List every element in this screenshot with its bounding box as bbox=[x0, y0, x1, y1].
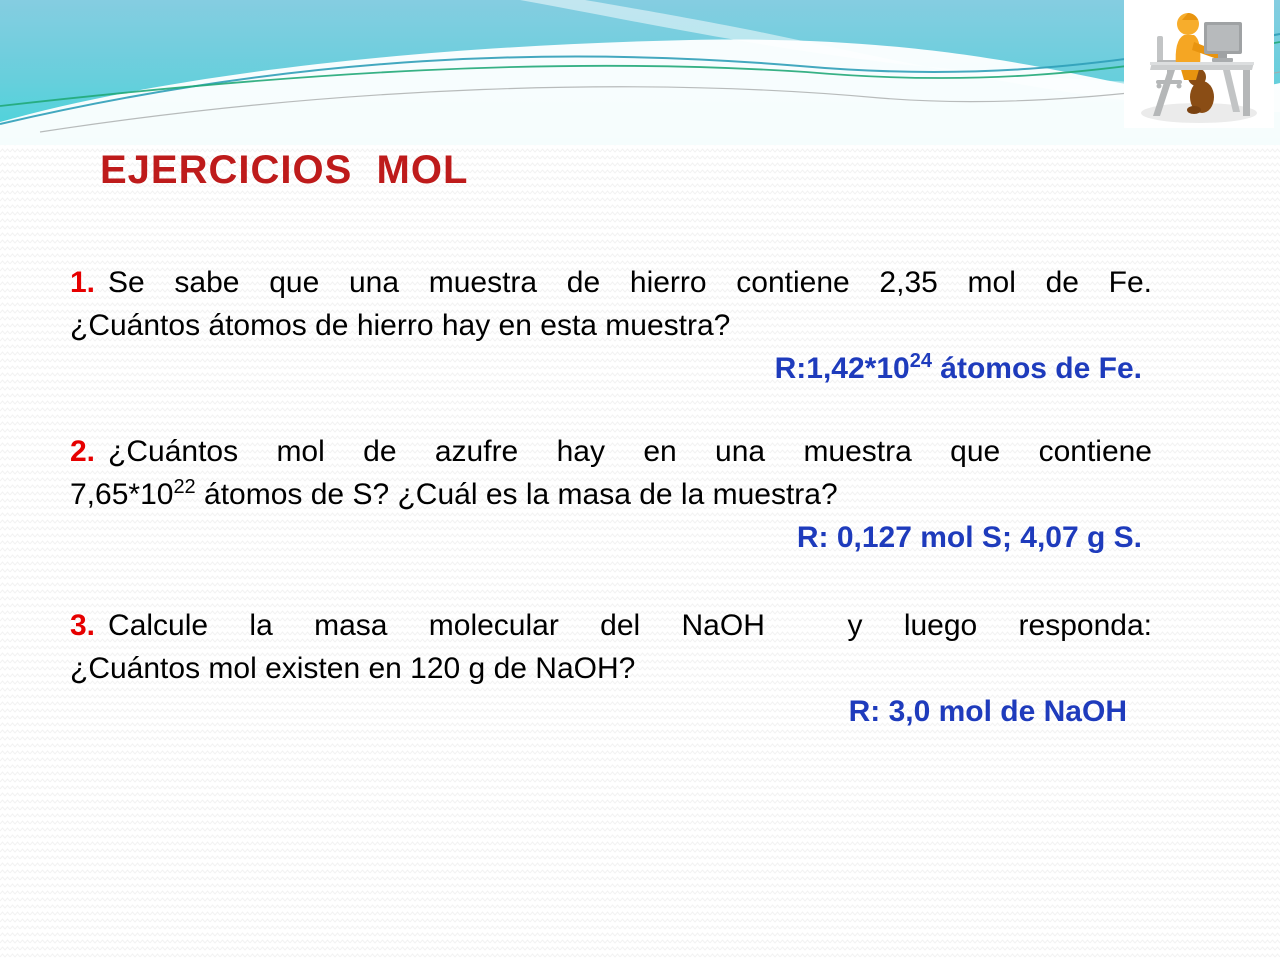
exercise-1-line-2: ¿Cuántos átomos de hierro hay en esta muestra? bbox=[70, 309, 731, 342]
exercise-1-number: 1. bbox=[70, 266, 96, 299]
header-wave-banner bbox=[0, 0, 1280, 145]
exercise-3 bbox=[70, 604, 1152, 733]
exercise-2 bbox=[70, 430, 1152, 559]
exercise-2-number: 2. bbox=[70, 435, 96, 468]
exercise-2-question-part-1: ¿Cuántos mol de azufre hay en una muestra que contiene bbox=[108, 435, 1152, 468]
slide-content bbox=[70, 130, 1152, 733]
exercise-3-answer: R: 3,0 mol de NaOH bbox=[848, 695, 1127, 728]
exercise-1-answer-unit: átomos de Fe. bbox=[931, 352, 1142, 385]
exercise-1-answer bbox=[70, 347, 1152, 390]
exercise-3-line-2: ¿Cuántos mol existen en 120 g de NaOH? bbox=[70, 652, 636, 685]
exercise-3-number: 3. bbox=[70, 609, 96, 642]
exercise-2-question-exponent: 22 bbox=[173, 476, 196, 498]
exercise-2-line-2 bbox=[70, 473, 1152, 516]
exercise-2-question-part-2: átomos de S? ¿Cuál es la masa de la muestra? bbox=[195, 478, 838, 511]
clipart-person-at-desk bbox=[1124, 0, 1274, 128]
exercise-3-question-part-1: Calcule la masa molecular del NaOH y luego responda: bbox=[108, 609, 1152, 642]
exercise-2-question-value: 7,65*10 bbox=[70, 478, 174, 511]
exercise-1-answer-exponent: 24 bbox=[909, 350, 932, 372]
exercise-1 bbox=[70, 261, 1152, 390]
exercise-2-line-1 bbox=[70, 430, 1152, 473]
exercise-1-line-1 bbox=[70, 261, 1152, 304]
exercise-3-line-1 bbox=[70, 604, 1152, 647]
exercise-2-answer: R: 0,127 mol S; 4,07 g S. bbox=[796, 521, 1142, 554]
exercise-1-answer-value: R:1,42*10 bbox=[774, 352, 910, 385]
slide-title: EJERCICIOS MOL bbox=[100, 148, 469, 192]
exercise-1-question-part-1: Se sabe que una muestra de hierro contiene 2,35 mol de Fe. bbox=[108, 266, 1152, 299]
